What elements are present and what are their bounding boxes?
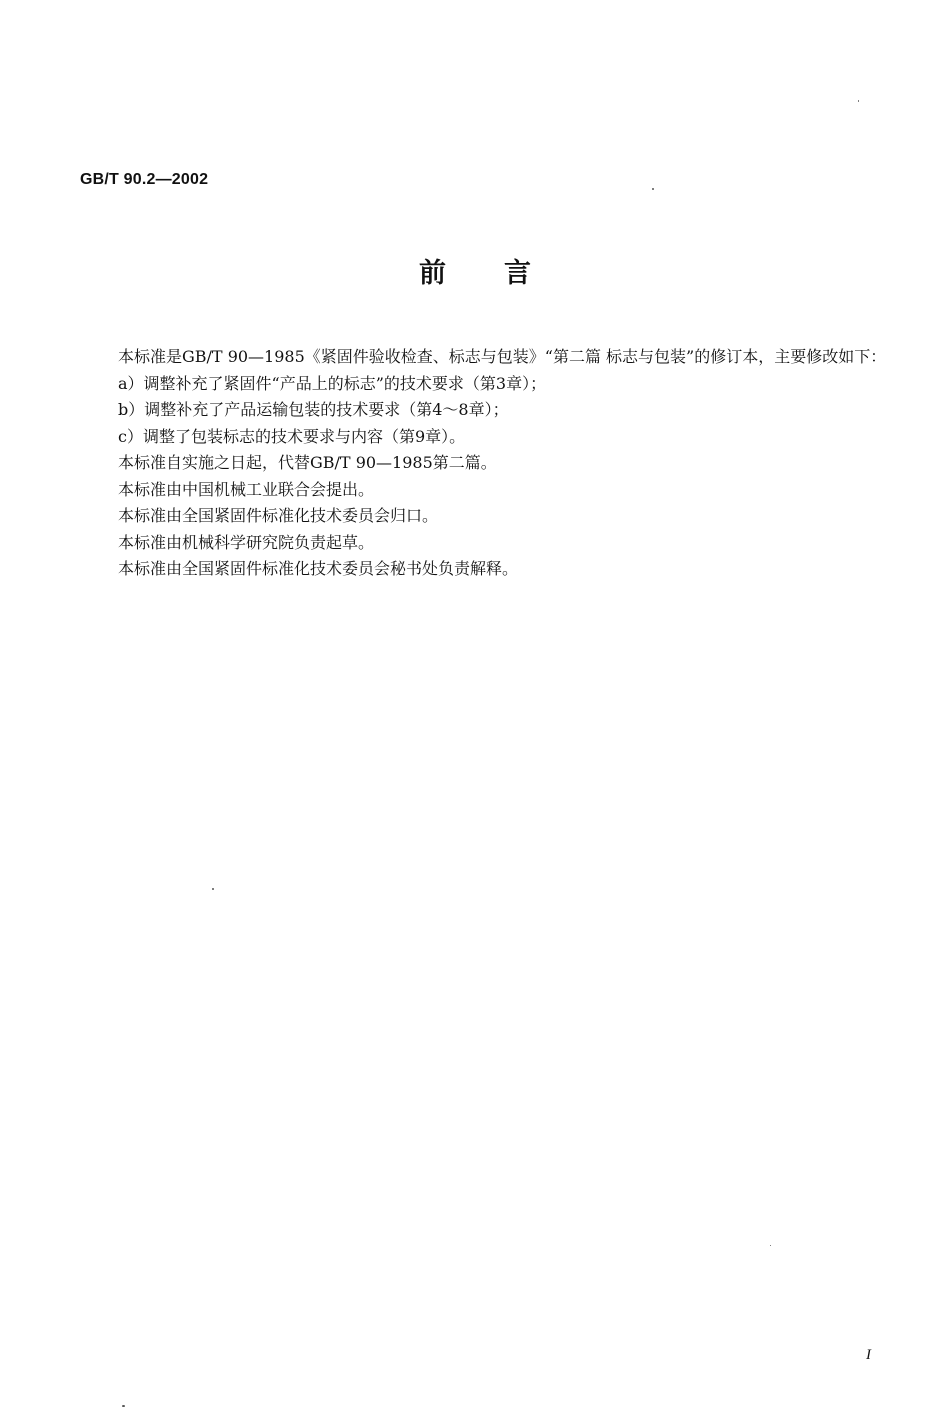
list-item-a: a）调整补充了紧固件“产品上的标志”的技术要求（第3章）； (118, 373, 547, 393)
scan-speck (652, 188, 654, 190)
list-item-b: b）调整补充了产品运输包装的技术要求（第4～8章）； (118, 400, 509, 419)
scan-speck (770, 1245, 771, 1246)
scan-speck (212, 888, 214, 890)
proposed-by-paragraph: 本标准由中国机械工业联合会提出。 (118, 479, 375, 499)
scan-speck (858, 100, 859, 102)
scan-speck (122, 1405, 125, 1407)
page-number: I (866, 1347, 871, 1363)
document-code: GB/T 90.2—2002 (80, 171, 209, 188)
page-title: 前言 (419, 258, 589, 289)
replacement-paragraph: 本标准自实施之日起，代替GB/T 90—1985第二篇。 (118, 453, 497, 472)
foreword-body (81, 344, 889, 583)
interpreted-by-paragraph: 本标准由全国紧固件标准化技术委员会秘书处负责解释。 (118, 559, 519, 578)
centralized-by-paragraph: 本标准由全国紧固件标准化技术委员会归口。 (118, 506, 439, 525)
intro-paragraph: 本标准是GB/T 90—1985《紧固件验收检查、标志与包装》“第二篇 标志与包装”的修订本，主要修改如下： (118, 347, 887, 366)
list-item-c: c）调整了包装标志的技术要求与内容（第9章）。 (118, 426, 466, 446)
drafted-by-paragraph: 本标准由机械科学研究院负责起草。 (118, 532, 375, 552)
